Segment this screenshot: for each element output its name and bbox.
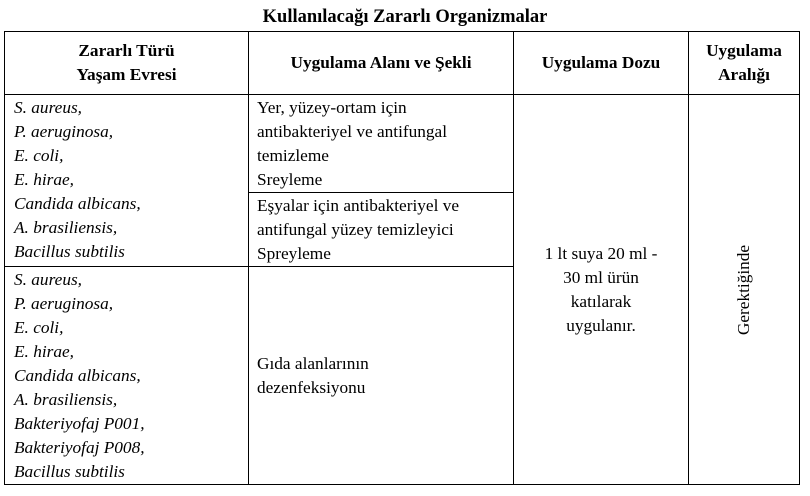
application-dose: 1 lt suya 20 ml - 30 ml ürün katılarak uygulanır. bbox=[514, 95, 689, 485]
interval-vertical-text: Gerektiğinde bbox=[734, 244, 753, 335]
header-application-interval: Uygulama Aralığı bbox=[689, 32, 800, 95]
application-interval bbox=[689, 95, 800, 485]
application-area-1: Yer, yüzey-ortam için antibakteriyel ve antifungal temizleme Sreyleme bbox=[249, 95, 514, 193]
application-area-2: Eşyalar için antibakteriyel ve antifungal yüzey temizleyici Spreyleme bbox=[249, 193, 514, 267]
header-application-area: Uygulama Alanı ve Şekli bbox=[249, 32, 514, 95]
header-application-dose: Uygulama Dozu bbox=[514, 32, 689, 95]
table-caption: Kullanılacağı Zararlı Organizmalar bbox=[262, 7, 548, 27]
organism-list-2: S. aureus, P. aeruginosa, E. coli, E. hirae, Candida albicans, A. brasiliensis, Bakteriyofaj P001, Bakteriyofaj P008, Bacillus subtilis bbox=[5, 267, 249, 485]
organism-list-1: S. aureus, P. aeruginosa, E. coli, E. hirae, Candida albicans, A. brasiliensis, Bacillus subtilis bbox=[5, 95, 249, 267]
harmful-organisms-table bbox=[4, 31, 800, 485]
application-area-3: Gıda alanlarının dezenfeksiyonu bbox=[249, 267, 514, 485]
header-organism-type: Zararlı Türü Yaşam Evresi bbox=[5, 32, 249, 95]
header-row bbox=[5, 32, 800, 95]
table-row bbox=[5, 95, 800, 193]
